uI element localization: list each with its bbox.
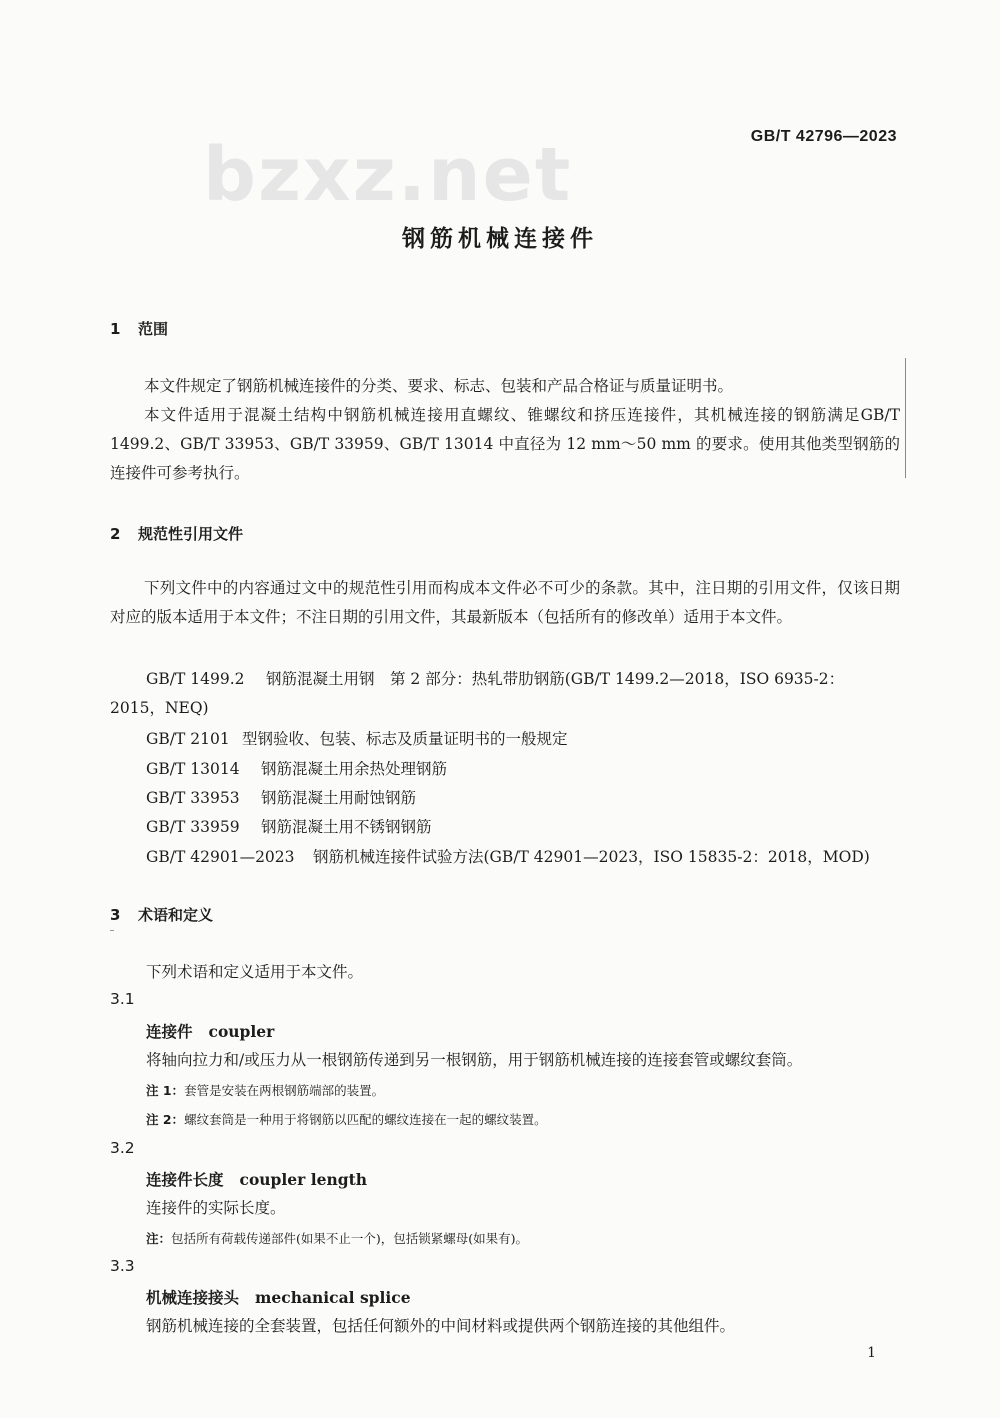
- reference-code: GB/T 13014: [146, 760, 240, 778]
- section-title: 范围: [138, 320, 169, 338]
- watermark: bzxz.net: [203, 132, 573, 218]
- reference-item-continuation: 2015，NEQ): [110, 699, 209, 717]
- note-text: 套管是安装在两根钢筋端部的装置。: [184, 1083, 385, 1098]
- clause-number: 3.2: [110, 1139, 135, 1157]
- reference-title: 型钢验收、包装、标志及质量证明书的一般规定: [242, 730, 568, 748]
- note-label: 注：: [146, 1231, 172, 1246]
- margin-line: [905, 358, 906, 478]
- term-definition: 将轴向拉力和/或压力从一根钢筋传递到另一根钢筋，用于钢筋机械连接的连接套管或螺纹套筒。: [146, 1051, 803, 1069]
- note-label: 注 1：: [146, 1083, 185, 1098]
- section-title: 术语和定义: [138, 906, 214, 924]
- term-en: coupler length: [239, 1170, 367, 1189]
- term-entry: [146, 1168, 367, 1190]
- margin-tick: [110, 930, 114, 931]
- term-zh: 连接件: [146, 1022, 193, 1041]
- term-zh: 机械连接接头: [146, 1288, 240, 1307]
- term-note: [146, 1081, 384, 1099]
- term-en: mechanical splice: [255, 1288, 411, 1307]
- section-2-heading: [110, 523, 243, 544]
- term-definition: 连接件的实际长度。: [146, 1199, 286, 1217]
- term-note: [146, 1229, 528, 1247]
- section-title: 规范性引用文件: [138, 525, 244, 543]
- reference-item: [146, 757, 447, 779]
- section-number: 2: [110, 525, 121, 543]
- note-text: 螺纹套筒是一种用于将钢筋以匹配的螺纹连接在一起的螺纹装置。: [184, 1112, 547, 1127]
- document-title: 钢筋机械连接件: [402, 226, 598, 252]
- reference-item: [146, 815, 432, 837]
- reference-title: 钢筋混凝土用不锈钢钢筋: [261, 818, 432, 836]
- reference-code: GB/T 42901—2023: [146, 848, 295, 866]
- note-text: 包括所有荷载传递部件(如果不止一个)，包括锁紧螺母(如果有)。: [171, 1231, 529, 1246]
- section-1-paragraph-1: 本文件规定了钢筋机械连接件的分类、要求、标志、包装和产品合格证与质量证明书。: [144, 377, 734, 395]
- term-entry: [146, 1020, 274, 1042]
- clause-number: 3.1: [110, 990, 135, 1008]
- term-definition: 钢筋机械连接的全套装置，包括任何额外的中间材料或提供两个钢筋连接的其他组件。: [146, 1317, 736, 1335]
- clause-number: 3.3: [110, 1257, 135, 1275]
- section-3-heading: [110, 904, 213, 925]
- reference-title: 钢筋混凝土用钢 第 2 部分：热轧带肋钢筋(GB/T 1499.2—2018，ISO 6935-2：: [266, 670, 845, 688]
- term-en: coupler: [208, 1022, 275, 1041]
- reference-item: [146, 786, 416, 808]
- section-number: 3: [110, 906, 121, 924]
- section-3-intro: 下列术语和定义适用于本文件。: [146, 963, 364, 981]
- reference-item: [146, 727, 568, 749]
- reference-code: GB/T 1499.2: [146, 670, 245, 688]
- section-1-heading: [110, 318, 168, 339]
- reference-code: GB/T 2101: [146, 730, 230, 748]
- section-number: 1: [110, 320, 121, 338]
- note-label: 注 2：: [146, 1112, 185, 1127]
- reference-item: [146, 667, 844, 689]
- reference-title: 钢筋混凝土用余热处理钢筋: [261, 760, 448, 778]
- standard-code: GB/T 42796—2023: [750, 128, 897, 145]
- section-2-paragraph-1: 下列文件中的内容通过文中的规范性引用而构成本文件必不可少的条款。其中，注日期的引用文件，仅该日期对应的版本适用于本文件；不注日期的引用文件，其最新版本（包括所有的修改单）适用于本文件。: [110, 579, 900, 626]
- reference-code: GB/T 33953: [146, 789, 240, 807]
- reference-code: GB/T 33959: [146, 818, 240, 836]
- term-note: [146, 1110, 547, 1128]
- reference-title: 钢筋机械连接件试验方法(GB/T 42901—2023，ISO 15835-2：2018，MOD): [313, 848, 870, 866]
- reference-title: 钢筋混凝土用耐蚀钢筋: [261, 789, 417, 807]
- term-entry: [146, 1286, 411, 1308]
- reference-item: [146, 845, 870, 867]
- section-1-paragraph-2: 本文件适用于混凝土结构中钢筋机械连接用直螺纹、锥螺纹和挤压连接件，其机械连接的钢筋满足GB/T 1499.2、GB/T 33953、GB/T 33959、GB/T 13014 中直径为 12 mm～50 mm 的要求。使用其他类型钢筋的连接件可参考执行。: [110, 406, 900, 482]
- page-number: 1: [867, 1345, 876, 1361]
- term-zh: 连接件长度: [146, 1170, 224, 1189]
